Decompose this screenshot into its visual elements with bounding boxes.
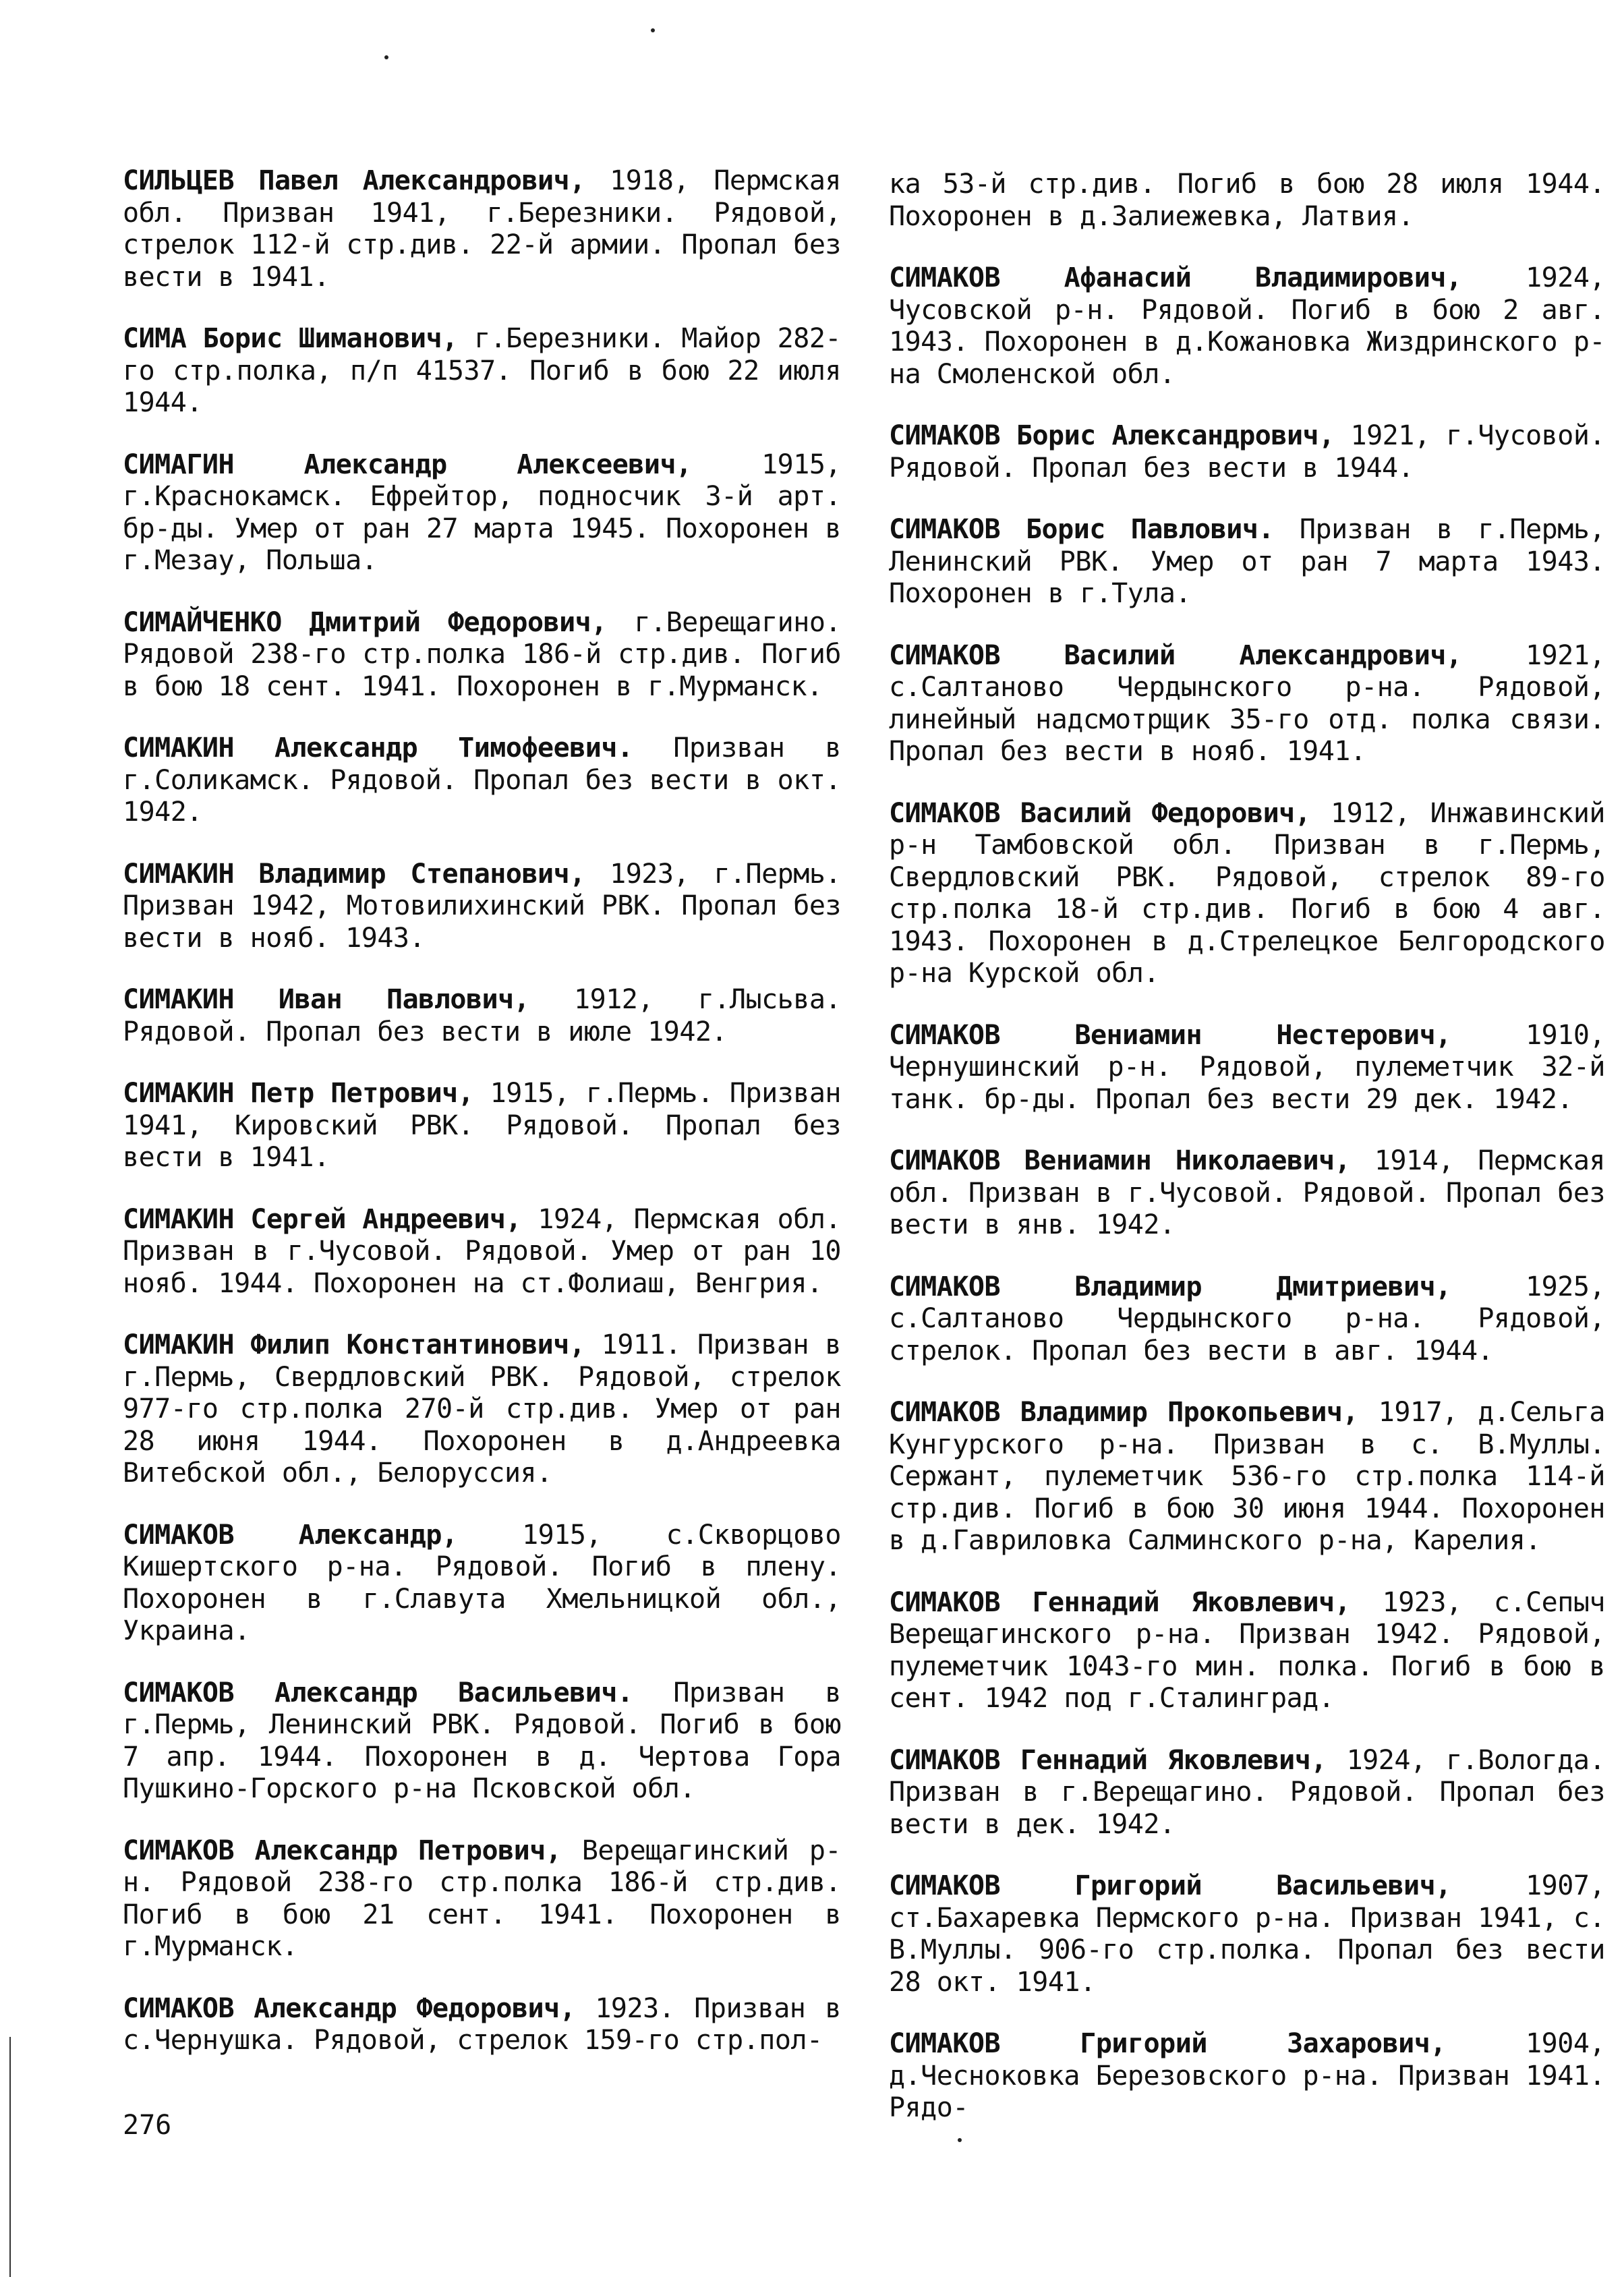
entry-text: 1923, с.Сепыч Верещагинского р-на. Призван 1942. Рядовой, пулеметчик 1043-го мин. полка. Погиб в бою в сент. 1942 под г.Сталинград. — [889, 1586, 1605, 1714]
entry-text: 1914, Пермская обл. Призван в г.Чусовой. Рядовой. Пропал без вести в янв. 1942. — [889, 1145, 1605, 1240]
entry-text: 1923, г.Пермь. Призван 1942, Мотовилихинский РВК. Пропал без вести в нояб. 1943. — [123, 858, 841, 954]
entry-text: 1912, Инжавинский р-н Тамбовской обл. Призван в г.Пермь, Свердловский РВК. Рядовой, стрелок 89-го стр.полка 18-й стр.див. Погиб в бою 4 авг. 1943. Похоронен в д.Стрелецкое Белгородского р-на Курской обл. — [889, 797, 1605, 989]
entry-name: СИМАЙЧЕНКО Дмитрий Федорович, — [123, 606, 607, 638]
speck-dot — [651, 28, 655, 32]
entry — [123, 165, 841, 293]
entry-text: 1925, с.Салтаново Чердынского р-на. Рядовой, стрелок. Пропал без вести в авг. 1944. — [889, 1271, 1605, 1366]
entry-name: СИМАКОВ Александр Васильевич. — [123, 1677, 633, 1708]
entry — [123, 859, 841, 955]
entry-name: СИМАКИН Филип Константинович, — [123, 1329, 585, 1360]
entry — [123, 1078, 841, 1174]
entry-text: 1921, г.Чусовой. Рядовой. Пропал без вести в 1944. — [889, 420, 1605, 484]
entry-text: Призван в г.Соликамск. Рядовой. Пропал без вести в окт. 1942. — [123, 732, 841, 828]
entry-name: СИМАКОВ Александр, — [123, 1519, 458, 1551]
entry-text: 1915, с.Скворцово Кишертского р-на. Рядовой. Погиб в плену. Похоронен в г.Славута Хмельницкой обл., Украина. — [123, 1519, 841, 1646]
entry-name: СИМАКОВ Григорий Васильевич, — [889, 1870, 1451, 1901]
entry — [889, 1745, 1605, 1841]
entry-text: 1924, Чусовской р-н. Рядовой. Погиб в бою 2 авг. 1943. Похоронен в д.Кожановка Жиздринского р-на Смоленской обл. — [889, 262, 1605, 390]
entry-name: СИМАКИН Сергей Андреевич, — [123, 1203, 522, 1235]
entry-text: 1915, г.Краснокамск. Ефрейтор, подносчик 3-й арт. бр-ды. Умер от ран 27 марта 1945. Похоронен в г.Мезау, Польша. — [123, 449, 841, 576]
entry-name: СИМАКОВ Григорий Захарович, — [889, 2028, 1446, 2059]
entry-name: СИМАГИН Александр Алексеевич, — [123, 449, 692, 480]
entry — [889, 2028, 1605, 2125]
entry — [123, 1835, 841, 1963]
entry — [889, 640, 1605, 768]
entry — [889, 1271, 1605, 1368]
right-column — [889, 169, 1605, 2154]
entry — [123, 1677, 841, 1806]
entry-name: СИМАКОВ Борис Павлович. — [889, 514, 1275, 545]
entry-text: 1917, д.Сельга Кунгурского р-на. Призван в с. В.Муллы. Сержант, пулеметчик 536-го стр.полка 114-й стр.див. Погиб в бою 30 июня 1944. Похоронен в д.Гавриловка Салминского р-на, Карелия. — [889, 1397, 1605, 1556]
entry-name: СИМА Борис Шиманович, — [123, 323, 458, 354]
entry — [889, 1587, 1605, 1715]
entry — [123, 323, 841, 420]
page-number: 276 — [123, 2110, 172, 2141]
entry-text: Верещагинский р-н. Рядовой 238-го стр.полка 186-й стр.див. Погиб в бою 21 сент. 1941. Похоронен в г.Мурманск. — [123, 1835, 841, 1962]
entry-name: СИМАКИН Александр Тимофеевич. — [123, 732, 633, 763]
entry-name: СИМАКИН Владимир Степанович, — [123, 858, 585, 890]
entry-name: СИМАКОВ Геннадий Яковлевич, — [889, 1744, 1327, 1776]
entry-name: СИМАКОВ Геннадий Яковлевич, — [889, 1586, 1351, 1618]
entry — [123, 1329, 841, 1490]
entry-text: Призван в г.Пермь, Ленинский РВК. Умер от ран 7 марта 1943. Похоронен в г.Тула. — [889, 514, 1606, 609]
entry-text: 1924, г.Вологда. Призван в г.Верещагино. Рядовой. Пропал без вести в дек. 1942. — [889, 1744, 1605, 1840]
entry — [889, 1870, 1605, 1998]
entry-text: 1907, ст.Бахаревка Пермского р-на. Призван 1941, с. В.Муллы. 906-го стр.полка. Пропал без вести 28 окт. 1941. — [889, 1870, 1605, 1998]
entry — [889, 262, 1605, 391]
entry-text: 1911. Призван в г.Пермь, Свердловский РВК. Рядовой, стрелок 977-го стр.полка 270-й стр.див. Умер от ран 28 июня 1944. Похоронен в д.Андреевка Витебской обл., Белоруссия. — [123, 1329, 841, 1489]
entry — [123, 732, 841, 829]
entry-name: СИМАКОВ Афанасий Владимирович, — [889, 262, 1462, 293]
entry-name: СИМАКОВ Александр Федорович, — [123, 1992, 576, 2024]
entry-name: СИМАКОВ Борис Александрович, — [889, 420, 1335, 451]
entry-text: Призван в г.Пермь, Ленинский РВК. Рядовой. Погиб в бою 7 апр. 1944. Похоронен в д. Чертова Гора Пушкино-Горского р-на Псковской обл. — [123, 1677, 841, 1804]
entry — [889, 798, 1605, 990]
entry-name: СИМАКОВ Василий Александрович, — [889, 639, 1462, 671]
entry-name: СИМАКИН Петр Петрович, — [123, 1078, 474, 1109]
entry-name: СИМАКОВ Василий Федорович, — [889, 797, 1311, 829]
entry — [123, 984, 841, 1048]
entry-name: СИМАКИН Иван Павлович, — [123, 984, 530, 1015]
entry-text: 1904, д.Чесноковка Березовского р-на. Призван 1941. Рядо- — [889, 2028, 1605, 2123]
entry — [123, 1520, 841, 1648]
entry-text: 1921, с.Салтаново Чердынского р-на. Рядовой, линейный надсмотрщик 35-го отд. полка связи. Пропал без вести в нояб. 1941. — [889, 639, 1605, 767]
entry-text: 1910, Чернушинский р-н. Рядовой, пулеметчик 32-й танк. бр-ды. Пропал без вести 29 дек. 1942. — [889, 1019, 1605, 1115]
entry — [123, 1204, 841, 1300]
entry-name: СИМАКОВ Александр Петрович, — [123, 1835, 562, 1866]
margin-line — [9, 2037, 11, 2277]
entry-name: СИМАКОВ Вениамин Николаевич, — [889, 1145, 1351, 1176]
entry-text: 1912, г.Лысьва. Рядовой. Пропал без вести в июле 1942. — [123, 984, 841, 1047]
entry-name: СИМАКОВ Вениамин Нестерович, — [889, 1019, 1451, 1051]
entry-name: СИЛЬЦЕВ Павел Александрович, — [123, 165, 585, 196]
entry-name: СИМАКОВ Владимир Дмитриевич, — [889, 1271, 1451, 1302]
entry — [889, 1397, 1605, 1557]
entry-text: 1915, г.Пермь. Призван 1941, Кировский РВК. Рядовой. Пропал без вести в 1941. — [123, 1078, 841, 1173]
entry — [123, 1993, 841, 2057]
speck-dot — [958, 2138, 962, 2142]
entry — [123, 607, 841, 703]
entry — [889, 420, 1605, 484]
entry — [889, 169, 1605, 233]
left-column — [123, 165, 841, 2087]
entry-text: г.Верещагино. Рядовой 238-го стр.полка 186-й стр.див. Погиб в бою 18 сент. 1941. Похоронен в г.Мурманск. — [123, 606, 841, 702]
entry — [123, 449, 841, 577]
entry-text: ка 53-й стр.див. Погиб в бою 28 июля 1944. Похоронен в д.Залиежевка, Латвия. — [889, 169, 1605, 232]
entry — [889, 1020, 1605, 1116]
speck-dot — [384, 55, 388, 59]
entry-text: 1918, Пермская обл. Призван 1941, г.Березники. Рядовой, стрелок 112-й стр.див. 22-й армии. Пропал без вести в 1941. — [123, 165, 841, 293]
entry-text: 1924, Пермская обл. Призван в г.Чусовой. Рядовой. Умер от ран 10 нояб. 1944. Похоронен на ст.Фолиаш, Венгрия. — [123, 1203, 841, 1299]
entry — [889, 514, 1605, 610]
entry-text: 1923. Призван в с.Чернушка. Рядовой, стрелок 159-го стр.пол- — [123, 1992, 842, 2056]
entry — [889, 1145, 1605, 1242]
entry-name: СИМАКОВ Владимир Прокопьевич, — [889, 1397, 1359, 1428]
entry-text: г.Березники. Майор 282-го стр.полка, п/п 41537. Погиб в бою 22 июля 1944. — [123, 323, 841, 418]
